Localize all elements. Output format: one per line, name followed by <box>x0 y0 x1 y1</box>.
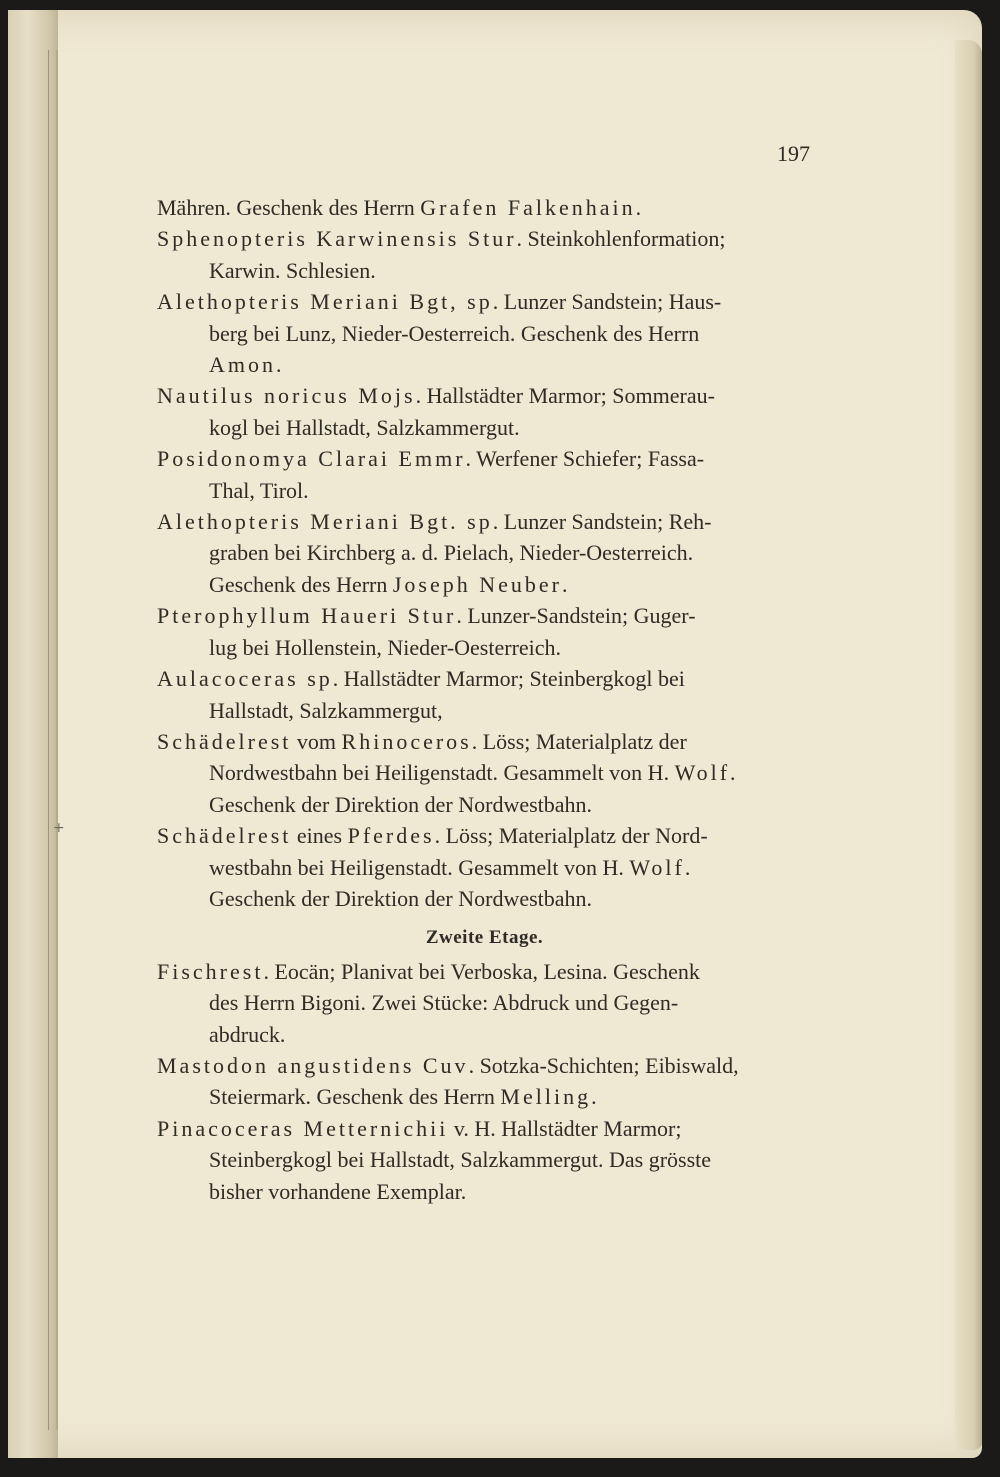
line-text: westbahn bei Heiligenstadt. Gesammelt von H. <box>209 854 630 880</box>
line-text: Mähren. Geschenk des Herrn <box>157 195 421 220</box>
line-text: . <box>591 1084 597 1110</box>
line-text: . <box>276 352 282 378</box>
line-text: . Hallstädter Marmor; Sommerau- <box>415 383 715 409</box>
spaced-name: Aulacoceras sp <box>157 666 333 692</box>
entry-first-line <box>157 1113 812 1144</box>
entry-line <box>157 632 812 663</box>
entry-line <box>157 569 812 600</box>
entry-first-line <box>157 600 812 631</box>
page-body <box>157 192 812 1207</box>
entry-first-line <box>157 956 812 987</box>
entry-line <box>157 1019 812 1050</box>
spaced-name: Sphenopteris Karwinensis Stur <box>157 226 517 252</box>
entry-first-line <box>157 663 812 694</box>
section-heading: Zweite Etage. <box>425 927 544 949</box>
entry-line <box>157 1176 812 1207</box>
line-text: . Lunzer Sandstein; Haus- <box>492 289 722 315</box>
entry-line <box>157 987 812 1018</box>
line-text: berg bei Lunz, Nieder-Oesterreich. Geschenk des Herrn <box>209 320 700 346</box>
spaced-name: Schädelrest <box>157 823 292 849</box>
gutter-line <box>48 50 49 1430</box>
line-text: vom <box>291 728 342 754</box>
page-number: 197 <box>777 141 810 166</box>
line-text: Karwin. Schlesien. <box>209 257 376 283</box>
entry-line <box>157 537 812 568</box>
entry-first-line <box>157 286 812 317</box>
line-text: . Eocän; Planivat bei Verboska, Lesina. Geschenk <box>263 958 700 984</box>
line-text: bisher vorhandene Exemplar. <box>209 1178 467 1204</box>
line-text: Geschenk der Direktion der Nordwestbahn. <box>209 885 593 911</box>
margin-mark: + <box>53 820 65 836</box>
entry-first-line <box>157 443 812 474</box>
line-text: Nordwestbahn bei Heiligenstadt. Gesammelt von H. <box>209 760 675 786</box>
line-text: Geschenk der Direktion der Nordwestbahn. <box>209 791 593 817</box>
spaced-name: Wolf <box>674 760 731 786</box>
spaced-name: Nautilus noricus Mojs <box>157 383 416 409</box>
entry-first-line <box>157 820 812 851</box>
line-text: . <box>635 195 642 220</box>
spaced-name: Posidonomya Clarai Emmr <box>157 446 466 472</box>
page-edge <box>955 40 982 1450</box>
line-text: lug bei Hollenstein, Nieder-Oesterreich. <box>209 634 562 660</box>
line-text: v. H. Hallstädter Marmor; <box>448 1115 682 1141</box>
line-text: graben bei Kirchberg a. d. Pielach, Nieder-Oesterreich. <box>209 540 694 566</box>
entry-line <box>157 192 812 223</box>
spaced-name: Grafen Falkenhain <box>420 195 636 220</box>
line-text: . Lunzer-Sandstein; Guger- <box>456 603 696 629</box>
entry-line <box>157 695 812 726</box>
line-text: . Hallstädter Marmor; Steinbergkogl bei <box>332 666 685 692</box>
line-text: Steiermark. Geschenk des Herrn <box>209 1084 501 1110</box>
line-text: . Löss; Materialplatz der <box>471 728 687 754</box>
line-text: Steinbergkogl bei Hallstadt, Salzkammergut. Das grösste <box>209 1147 712 1173</box>
line-text: Geschenk des Herrn <box>209 571 393 597</box>
spaced-name: Mastodon angustidens Cuv <box>157 1052 469 1078</box>
entry-line <box>157 318 812 349</box>
spaced-name: Pterophyllum Haueri Stur <box>157 603 457 629</box>
line-text: kogl bei Hallstadt, Salzkammergut. <box>209 414 520 440</box>
line-text: . <box>730 760 736 786</box>
line-text: Hallstadt, Salzkammergut, <box>209 697 443 723</box>
entry-line <box>157 412 812 443</box>
entry-first-line <box>157 223 812 254</box>
line-text: . Sotzka-Schichten; Eibiswald, <box>468 1052 739 1078</box>
entry-line <box>157 883 812 914</box>
spaced-name: Melling <box>500 1084 592 1110</box>
line-text: . Löss; Materialplatz der Nord- <box>434 823 708 849</box>
spaced-name: Joseph Neuber <box>392 571 563 597</box>
gutter-shadow <box>56 50 58 1430</box>
line-text: Thal, Tirol. <box>209 477 309 503</box>
entry-line <box>157 757 812 788</box>
spaced-name: Schädelrest <box>157 728 292 754</box>
spaced-name: Amon <box>209 352 276 378</box>
entry-line <box>157 475 812 506</box>
spaced-name: Pferdes <box>347 823 435 849</box>
entry-line <box>157 852 812 883</box>
line-text: abdruck. <box>209 1021 286 1047</box>
line-text: . <box>562 571 568 597</box>
line-text: eines <box>291 823 348 849</box>
entry-first-line <box>157 380 812 411</box>
line-text: . <box>684 854 691 880</box>
entry-line <box>157 1144 812 1175</box>
line-text: des Herrn Bigoni. Zwei Stücke: Abdruck und Gegen- <box>209 990 679 1016</box>
line-text: . Steinkohlenformation; <box>516 226 726 252</box>
line-text: . Lunzer Sandstein; Reh- <box>492 509 712 535</box>
book-spine <box>8 10 58 1458</box>
spaced-name: Alethopteris Meriani Bgt. sp <box>157 509 493 535</box>
entry-line <box>157 349 812 380</box>
entry-line <box>157 789 812 820</box>
entry-line <box>157 1081 812 1112</box>
spaced-name: Alethopteris Meriani Bgt, sp <box>157 289 493 315</box>
entry-line <box>157 255 812 286</box>
spaced-name: Fischrest <box>157 958 264 984</box>
line-text: . Werfener Schiefer; Fassa- <box>465 446 705 472</box>
entry-first-line <box>157 1050 812 1081</box>
spaced-name: Pinacoceras Metternichii <box>157 1115 449 1141</box>
spaced-name: Wolf <box>629 854 685 880</box>
entry-first-line <box>157 726 812 757</box>
entry-first-line <box>157 506 812 537</box>
spaced-name: Rhinoceros <box>341 728 472 754</box>
